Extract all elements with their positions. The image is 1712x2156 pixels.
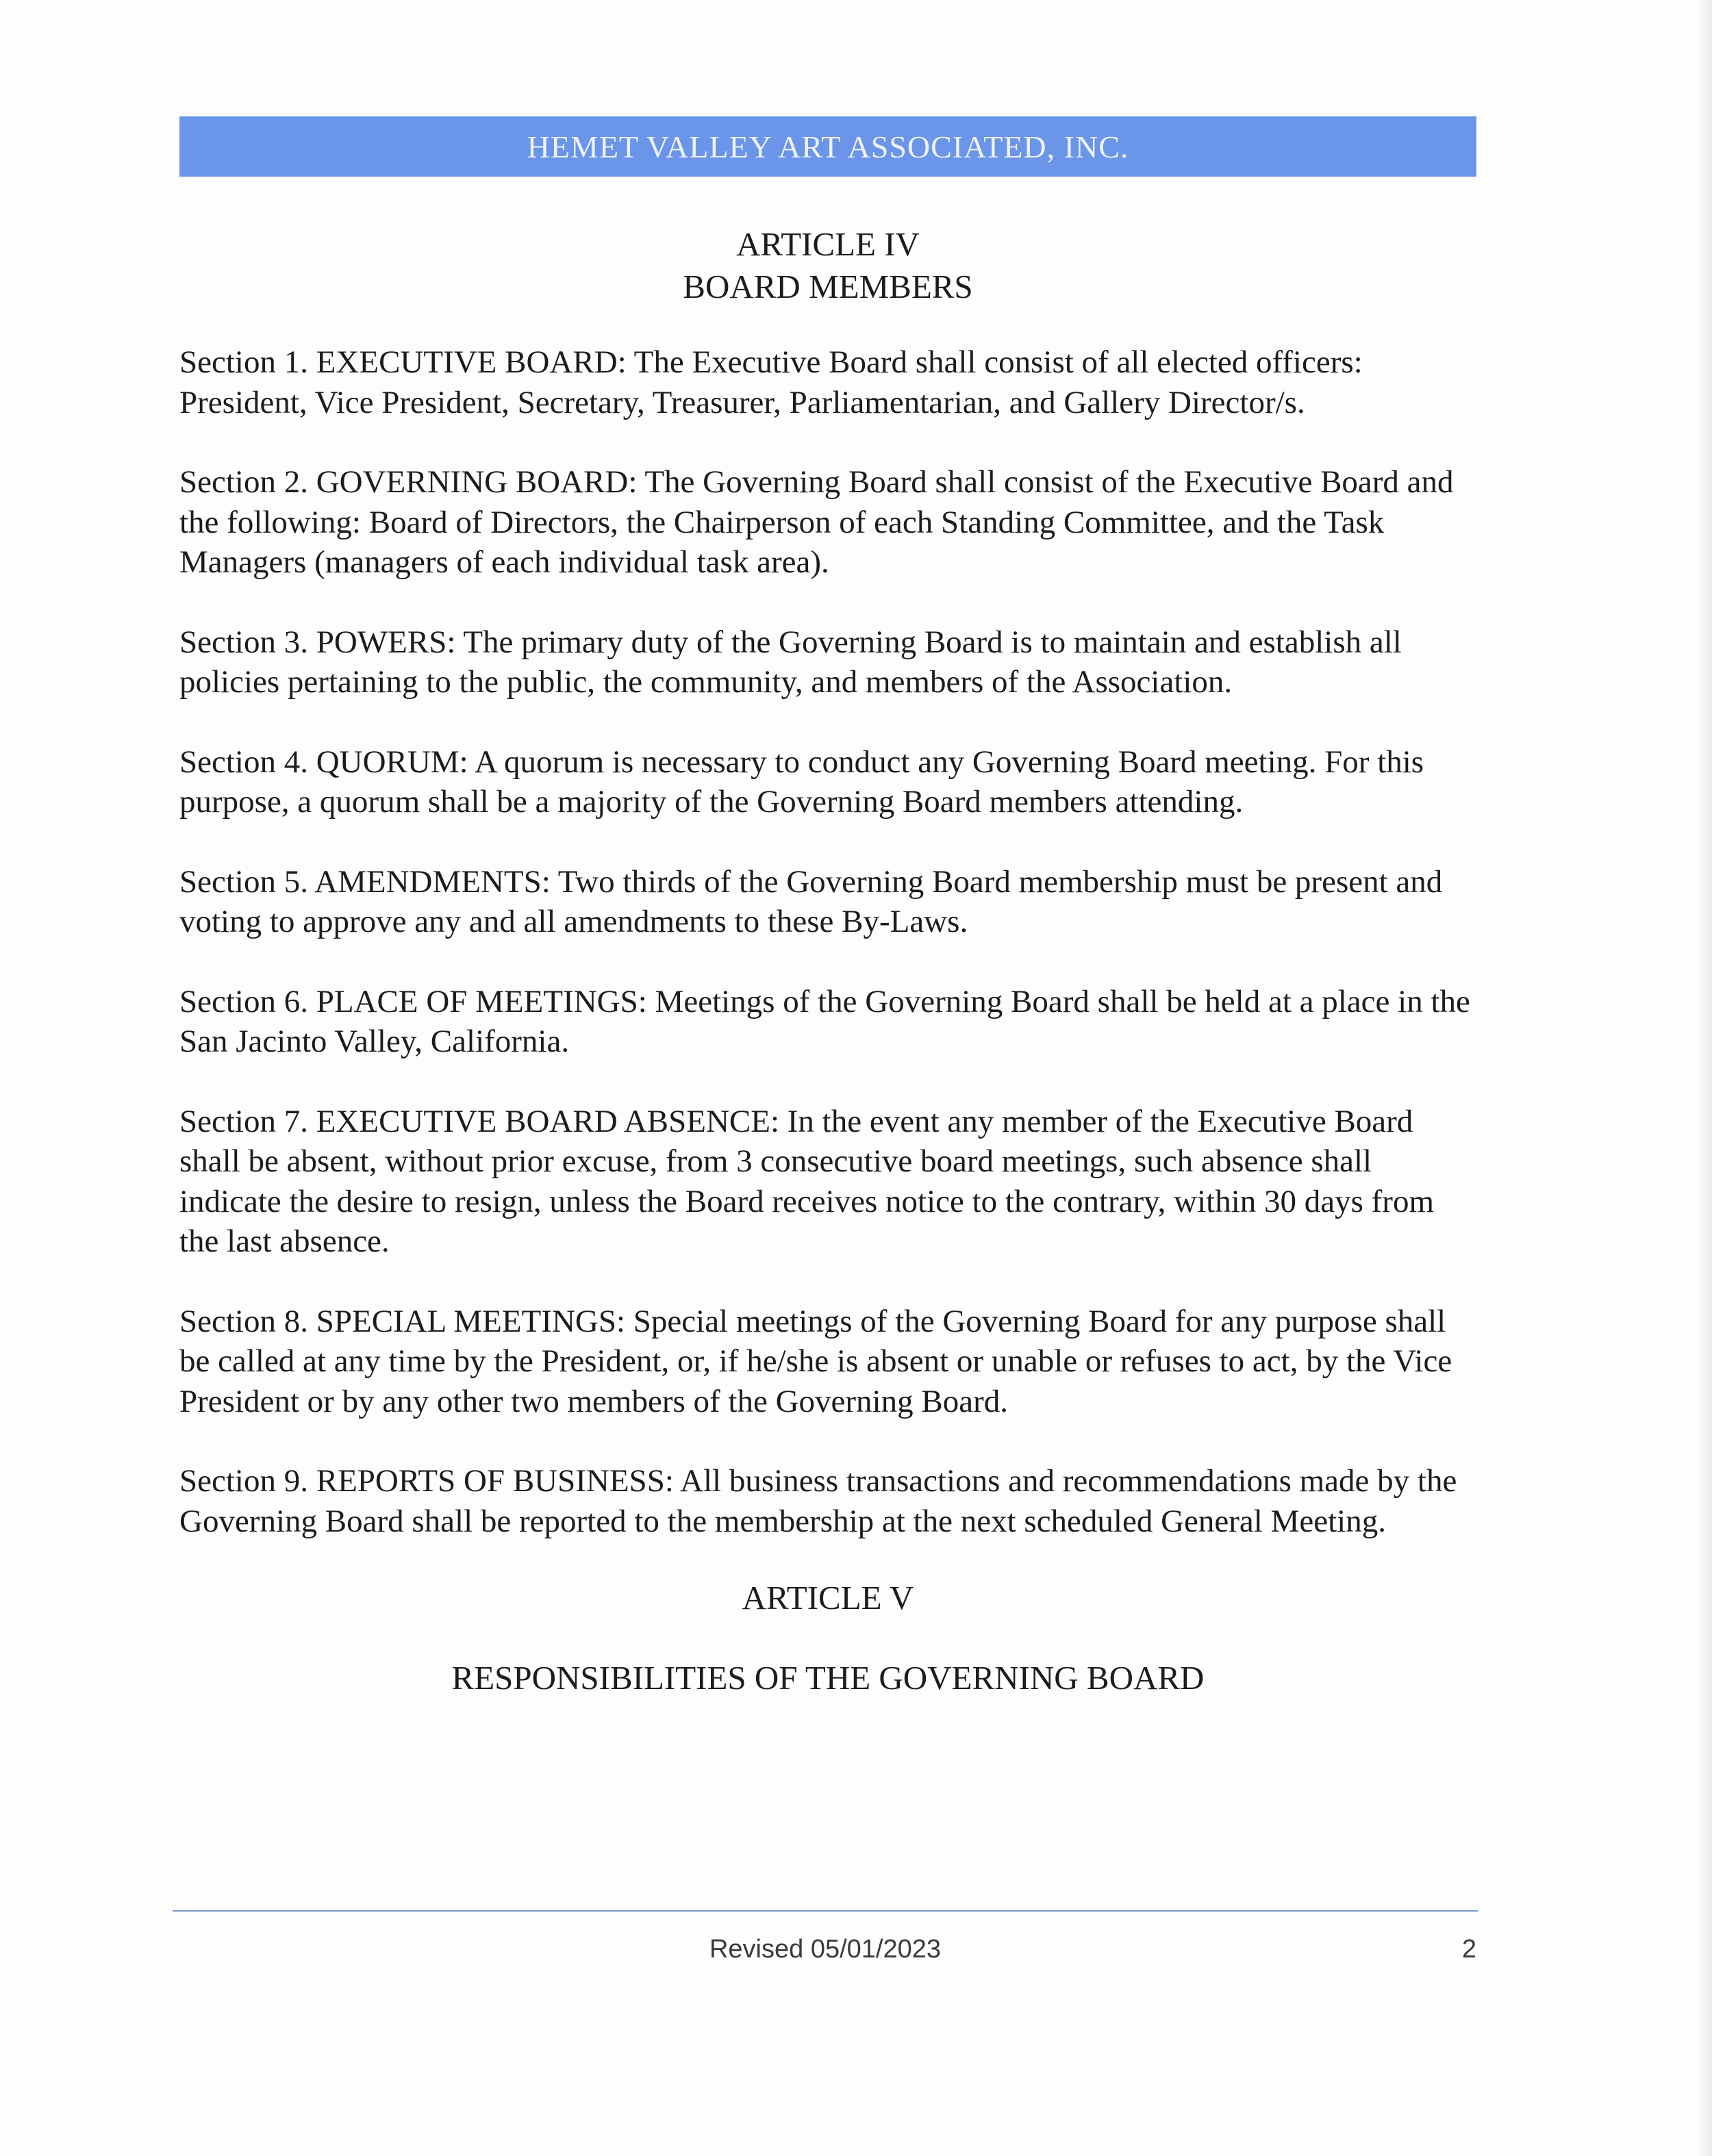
section-1-executive-board: Section 1. EXECUTIVE BOARD: The Executive Board shall consist of all elected officers: President, Vice President, Secretary, Treasurer, Parliamentarian, and Gallery Director/s.: [179, 344, 1363, 420]
footer-page-number: 2: [1461, 1935, 1476, 1964]
footer-divider: [173, 1910, 1478, 1912]
article-iv-title: ARTICLE IV: [736, 225, 920, 263]
article-iv-subtitle: BOARD MEMBERS: [683, 268, 973, 305]
section-6-place-of-meetings: Section 6. PLACE OF MEETINGS: Meetings of the Governing Board shall be held at a place in the San Jacinto Valley, California.: [179, 983, 1470, 1059]
section-5-amendments: Section 5. AMENDMENTS: Two thirds of the Governing Board membership must be present and voting to approve any and all amendments to these By-Laws.: [179, 863, 1443, 939]
footer-revised-date: Revised 05/01/2023: [709, 1935, 942, 1964]
section-7-executive-board-absence: Section 7. EXECUTIVE BOARD ABSENCE: In the event any member of the Executive Board shall be absent, without prior excuse, from 3 consecutive board meetings, such absence shall indicate the desire to resign, unless the Board receives notice to the contrary, within 30 days from the last absence.: [179, 1103, 1435, 1259]
section-8-special-meetings: Section 8. SPECIAL MEETINGS: Special meetings of the Governing Board for any purpose shall be called at any time by the President, or, if he/she is absent or unable or refuses to act, by the Vice President or by any other two members of the Governing Board.: [179, 1303, 1452, 1419]
article-iv-sections: [179, 342, 1481, 1581]
section-9-reports-of-business: Section 9. REPORTS OF BUSINESS: All business transactions and recommendations made by the Governing Board shall be reported to the membership at the next scheduled General Meeting.: [179, 1463, 1457, 1539]
organization-name: HEMET VALLEY ART ASSOCIATED, INC.: [527, 129, 1129, 164]
article-v-subtitle: RESPONSIBILITIES OF THE GOVERNING BOARD: [451, 1659, 1205, 1697]
section-2-governing-board: Section 2. GOVERNING BOARD: The Governing Board shall consist of the Executive Board and the following: Board of Directors, the Chairperson of each Standing Committee, and the Task Managers (managers of each individual task area).: [179, 464, 1454, 580]
page-edge-shadow: [1697, 0, 1712, 2156]
article-v-title: ARTICLE V: [742, 1579, 914, 1616]
article-iv-heading: [179, 223, 1476, 308]
header-banner: [179, 116, 1476, 177]
section-4-quorum: Section 4. QUORUM: A quorum is necessary to conduct any Governing Board meeting. For this purpose, a quorum shall be a majority of the Governing Board members attending.: [179, 744, 1424, 820]
section-3-powers: Section 3. POWERS: The primary duty of the Governing Board is to maintain and establish all policies pertaining to the public, the community, and members of the Association.: [179, 624, 1402, 700]
